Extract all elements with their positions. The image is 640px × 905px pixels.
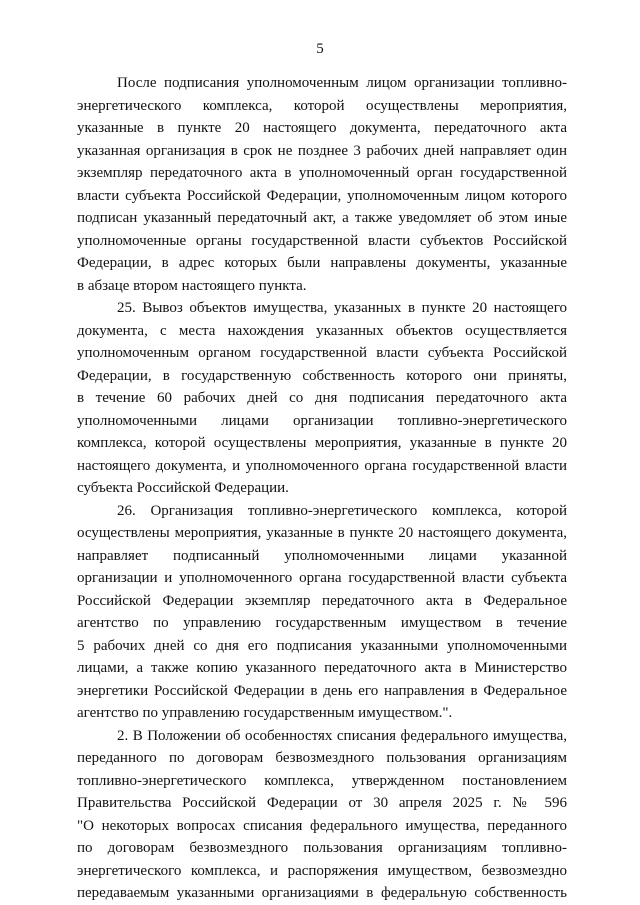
text-line: уполномоченным органом государственной власти субъекта Российской — [77, 345, 567, 361]
text-line: Федерации, в государственную собственность которого они приняты, — [77, 367, 567, 384]
paragraph — [77, 297, 567, 500]
text-line: по договорам безвозмездного пользования организациям топливно- — [77, 840, 567, 856]
text-line: документа, с места нахождения указанных объектов осуществляется — [77, 322, 567, 339]
text-line: подписан указанный передаточный акт, а также уведомляет об этом иные — [77, 210, 567, 226]
text-line: 26. Организация топливно-энергетического комплекса, которой — [117, 502, 567, 519]
page-number: 5 — [316, 41, 324, 57]
paragraph — [77, 72, 567, 297]
text-line: настоящего документа, и уполномоченного органа государственной власти — [77, 457, 567, 474]
text-line: 25. Вывоз объектов имущества, указанных в пункте 20 настоящего — [117, 300, 567, 316]
text-line: переданного по договорам безвозмездного пользования организациям — [77, 750, 567, 766]
text-line: 2. В Положении об особенностях списания федерального имущества, — [117, 727, 567, 744]
text-line: комплекса, которой осуществлены мероприятия, указанные в пункте 20 — [77, 435, 567, 451]
text-line: уполномоченные органы государственной власти субъектов Российской — [77, 232, 567, 249]
document-body — [77, 72, 567, 905]
text-line: в абзаце втором настоящего пункта. — [77, 277, 307, 294]
text-line: Федерации, в адрес которых были направлены документы, указанные — [77, 255, 567, 271]
paragraph — [77, 725, 567, 905]
text-line: энергетики Российской Федерации в день его направления в Федеральное — [77, 682, 567, 699]
text-line: энергетического комплекса, и распоряжения имуществом, безвозмездно — [77, 862, 567, 879]
text-line: в течение 60 рабочих дней со дня подписания передаточного акта — [77, 390, 567, 406]
text-line: направляет подписанный уполномоченными лицами указанной — [77, 547, 567, 564]
text-line: агентство по управлению государственным имуществом в течение — [77, 615, 567, 631]
text-line: агентство по управлению государственным имуществом.". — [77, 705, 453, 721]
paragraph — [77, 500, 567, 725]
text-line: 5 рабочих дней со дня его подписания указанными уполномоченными — [77, 637, 567, 654]
text-line: уполномоченными лицами организации топливно-энергетического — [77, 412, 567, 429]
text-line: указанная организация в срок не позднее 3 рабочих дней направляет один — [77, 142, 567, 159]
text-line: топливно-энергетического комплекса, утвержденном постановлением — [77, 772, 567, 789]
text-line: указанные в пункте 20 настоящего документа, передаточного акта — [77, 120, 567, 136]
text-line: субъекта Российской Федерации. — [77, 480, 289, 496]
text-line: организации и уполномоченного органа государственной власти субъекта — [77, 570, 567, 586]
text-line: власти субъекта Российской Федерации, уполномоченным лицом которого — [77, 187, 567, 204]
text-line: передаваемым указанными организациями в федеральную собственность — [77, 885, 567, 901]
text-line: "О некоторых вопросах списания федерального имущества, переданного — [77, 817, 567, 834]
text-line: экземпляр передаточного акта в уполномоченный орган государственной — [77, 165, 567, 181]
text-line: осуществлены мероприятия, указанные в пункте 20 настоящего документа, — [77, 525, 567, 541]
text-line: Российской Федерации экземпляр передаточного акта в Федеральное — [77, 592, 567, 609]
text-line: энергетического комплекса, которой осуществлены мероприятия, — [77, 97, 567, 114]
text-line: После подписания уполномоченным лицом организации топливно- — [117, 75, 567, 91]
text-line: Правительства Российской Федерации от 30 апреля 2025 г. № 596 — [77, 795, 567, 811]
text-line: лицами, а также копию указанного передаточного акта в Министерство — [77, 660, 567, 676]
